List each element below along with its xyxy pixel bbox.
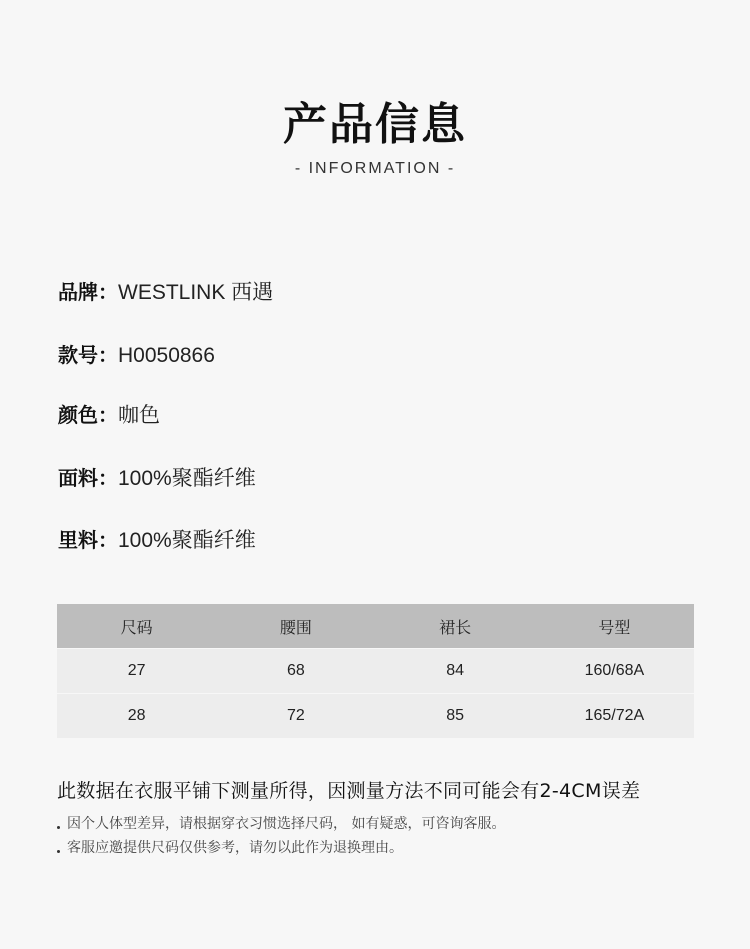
info-lining-label: 里料： [58, 528, 118, 552]
info-lining [58, 526, 256, 555]
info-color-label: 颜色： [58, 403, 118, 427]
table-cell: 165/72A [535, 694, 694, 739]
note-list [57, 812, 505, 860]
info-brand-value: WESTLINK 西遇 [118, 281, 274, 304]
size-table-header: 裙长 [376, 604, 535, 649]
table-cell: 68 [216, 649, 375, 694]
table-row [57, 694, 694, 739]
size-table-header-row [57, 604, 694, 649]
table-cell: 160/68A [535, 649, 694, 694]
info-fabric-value: 100%聚酯纤维 [118, 467, 256, 490]
list-item: 因个人体型差异，请根据穿衣习惯选择尺码， 如有疑惑，可咨询客服。 [57, 812, 505, 836]
table-cell: 28 [57, 694, 216, 739]
info-color-value: 咖色 [118, 404, 160, 427]
size-table [57, 604, 694, 738]
info-fabric-label: 面料： [58, 466, 118, 490]
info-brand-label: 品牌： [58, 280, 118, 304]
table-cell: 84 [376, 649, 535, 694]
table-cell: 72 [216, 694, 375, 739]
table-row [57, 649, 694, 694]
info-style-number-label: 款号： [58, 343, 118, 367]
table-cell: 27 [57, 649, 216, 694]
info-fabric [58, 464, 256, 493]
info-color [58, 401, 160, 430]
size-table-header: 尺码 [57, 604, 216, 649]
info-style-number-value: H0050866 [118, 344, 215, 367]
size-table-header: 腰围 [216, 604, 375, 649]
measurement-note-title: 此数据在衣服平铺下测量所得，因测量方法不同可能会有2-4CM误差 [57, 780, 641, 802]
info-style-number [58, 341, 215, 370]
page-title: 产品信息 [283, 99, 467, 150]
list-item: 客服应邀提供尺码仅供参考，请勿以此作为退换理由。 [57, 836, 505, 860]
info-lining-value: 100%聚酯纤维 [118, 529, 256, 552]
table-cell: 85 [376, 694, 535, 739]
page-subtitle: - INFORMATION - [294, 160, 456, 177]
info-brand [58, 278, 273, 307]
size-table-header: 号型 [535, 604, 694, 649]
